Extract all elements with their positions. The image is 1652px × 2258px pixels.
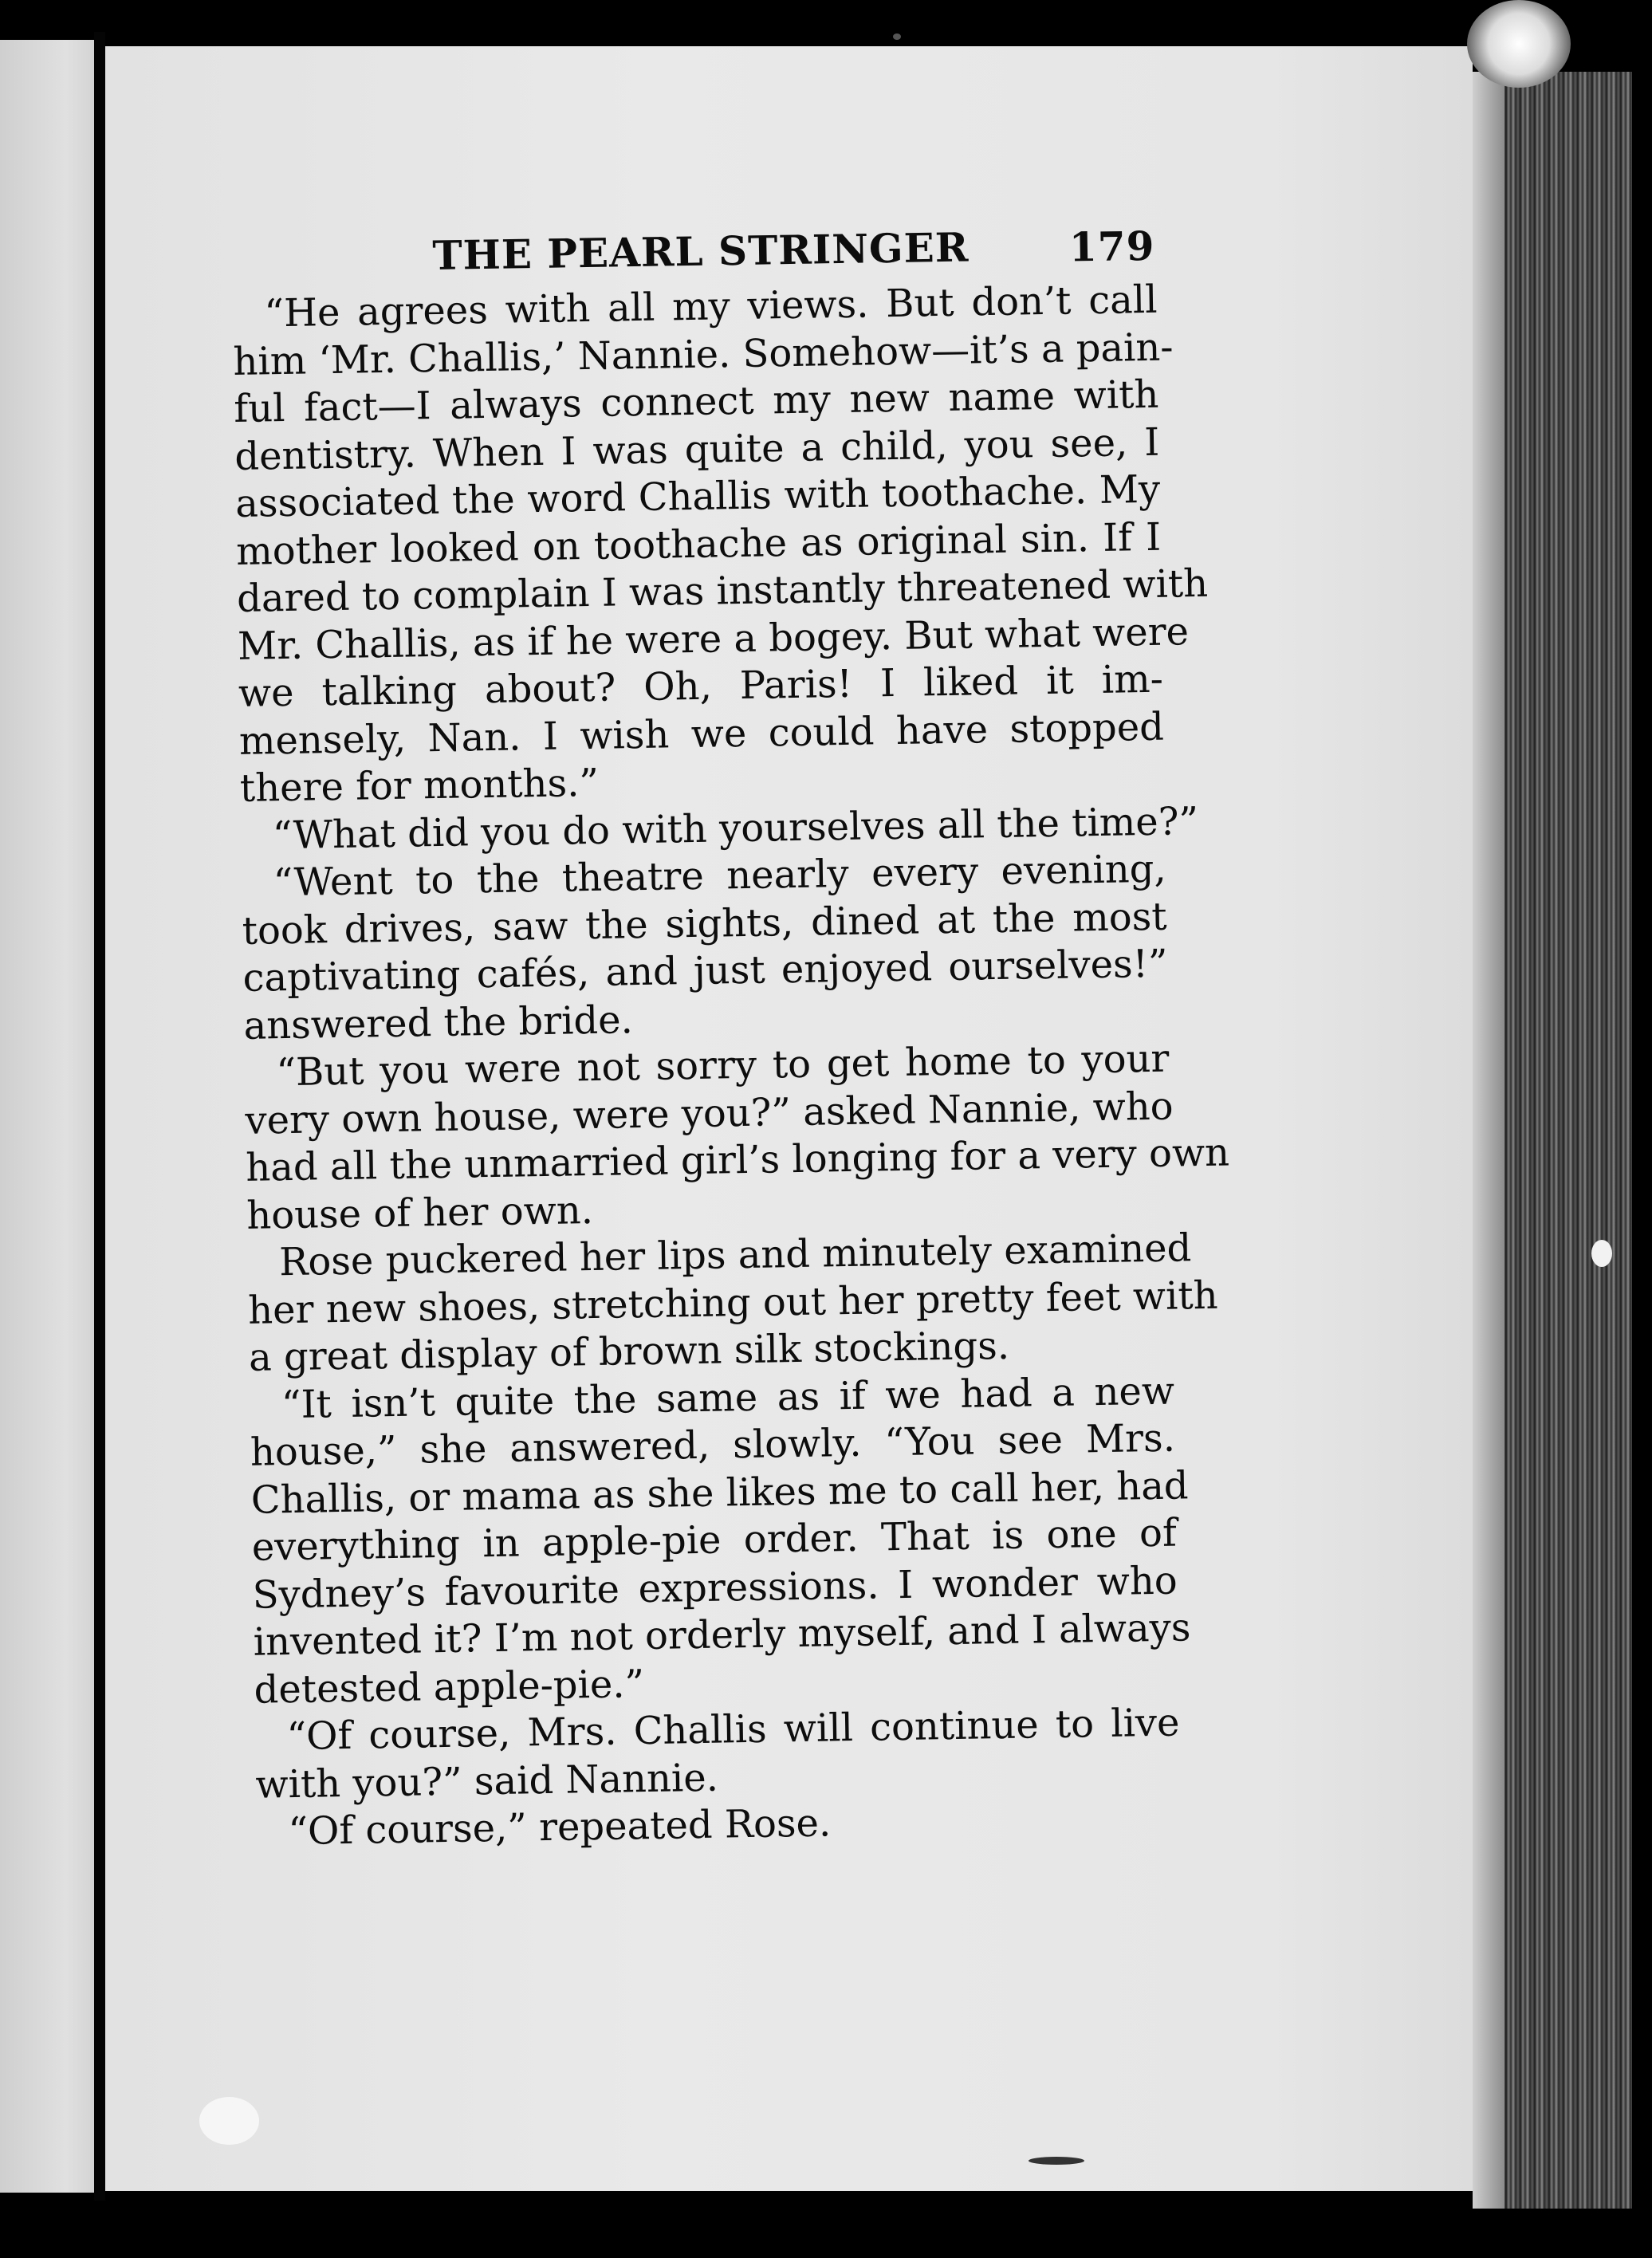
text-line: him ‘Mr. Challis,’ Nannie. Somehow—it’s a pain- — [233, 324, 1174, 384]
paragraph — [254, 1700, 1181, 1809]
text-line: “Of course,” repeated Rose. — [288, 1800, 832, 1855]
text-line: took drives, saw the sights, dined at the most — [242, 894, 1168, 954]
text-line: “What did you do with yourselves all the time?” — [272, 798, 1199, 858]
text-line: dared to complain I was instantly threatened with — [236, 561, 1209, 621]
text-line: everything in apple-pie order. That is one of — [251, 1510, 1178, 1570]
ink-speck — [1029, 2157, 1084, 2165]
text-line: mother looked on toothache as original sin. If I — [235, 514, 1162, 574]
text-line: captivating cafés, and just enjoyed ourselves!” — [242, 941, 1168, 1001]
ink-speck — [893, 33, 901, 40]
paper-stain-bottom — [199, 2097, 259, 2145]
text-line: Mr. Challis, as if he were a bogey. But what were — [237, 608, 1190, 669]
text-line: very own house, were you?” asked Nannie, who — [245, 1084, 1174, 1143]
text-line: with you?” said Nannie. — [255, 1755, 719, 1808]
text-line: detested apple-pie.” — [254, 1661, 645, 1713]
paragraph — [250, 1367, 1191, 1714]
text-line: “Went to the theatre nearly every evening, — [273, 846, 1167, 906]
paper-damage-top — [1467, 0, 1571, 88]
body-text — [232, 277, 1230, 1856]
facing-page-edge — [0, 40, 94, 2193]
text-line: house,” she answered, slowly. “You see Mrs. — [250, 1415, 1176, 1475]
text-line: her new shoes, stretching out her pretty feet with — [247, 1273, 1218, 1333]
text-line: Rose puckered her lips and minutely examined — [278, 1225, 1192, 1285]
running-title: THE PEARL STRINGER — [431, 223, 970, 280]
text-line: “He agrees with all my views. But don’t call — [264, 277, 1158, 336]
paragraph — [247, 1225, 1218, 1383]
book-gutter — [94, 32, 105, 2201]
paragraph — [244, 1036, 1230, 1240]
paragraph — [241, 846, 1169, 1050]
text-line: we talking about? Oh, Paris! I liked it im- — [238, 656, 1164, 716]
text-line: ful fact—I always connect my new name with — [233, 372, 1159, 431]
text-line: mensely, Nan. I wish we could have stopped — [238, 704, 1165, 764]
text-line: associated the word Challis with toothache. My — [234, 466, 1161, 526]
text-line: a great display of brown silk stockings. — [248, 1323, 1010, 1380]
text-line: “But you were not sorry to get home to your — [276, 1036, 1170, 1096]
text-line: house of her own. — [246, 1187, 594, 1238]
text-line: Sydney’s favourite expressions. I wonder who — [252, 1558, 1178, 1618]
text-line: dentistry. When I was quite a child, you see, I — [234, 419, 1160, 479]
text-line: answered the bride. — [243, 997, 634, 1048]
page-text — [231, 221, 1230, 1856]
text-line: “It isn’t quite the same as if we had a new — [281, 1368, 1175, 1427]
paper-stain-right — [1591, 1240, 1612, 1267]
text-line: there for months.” — [239, 760, 600, 811]
text-line: had all the unmarried girl’s longing for a very own — [245, 1130, 1230, 1190]
text-line: invented it? I’m not orderly myself, and I always — [253, 1605, 1191, 1665]
text-line: Challis, or mama as she likes me to call her, had — [250, 1462, 1189, 1523]
page-block-edges — [1473, 72, 1632, 2209]
page-number: 179 — [1068, 222, 1155, 271]
text-line: “Of course, Mrs. Challis will continue to live — [286, 1700, 1180, 1760]
paragraph — [232, 277, 1209, 813]
